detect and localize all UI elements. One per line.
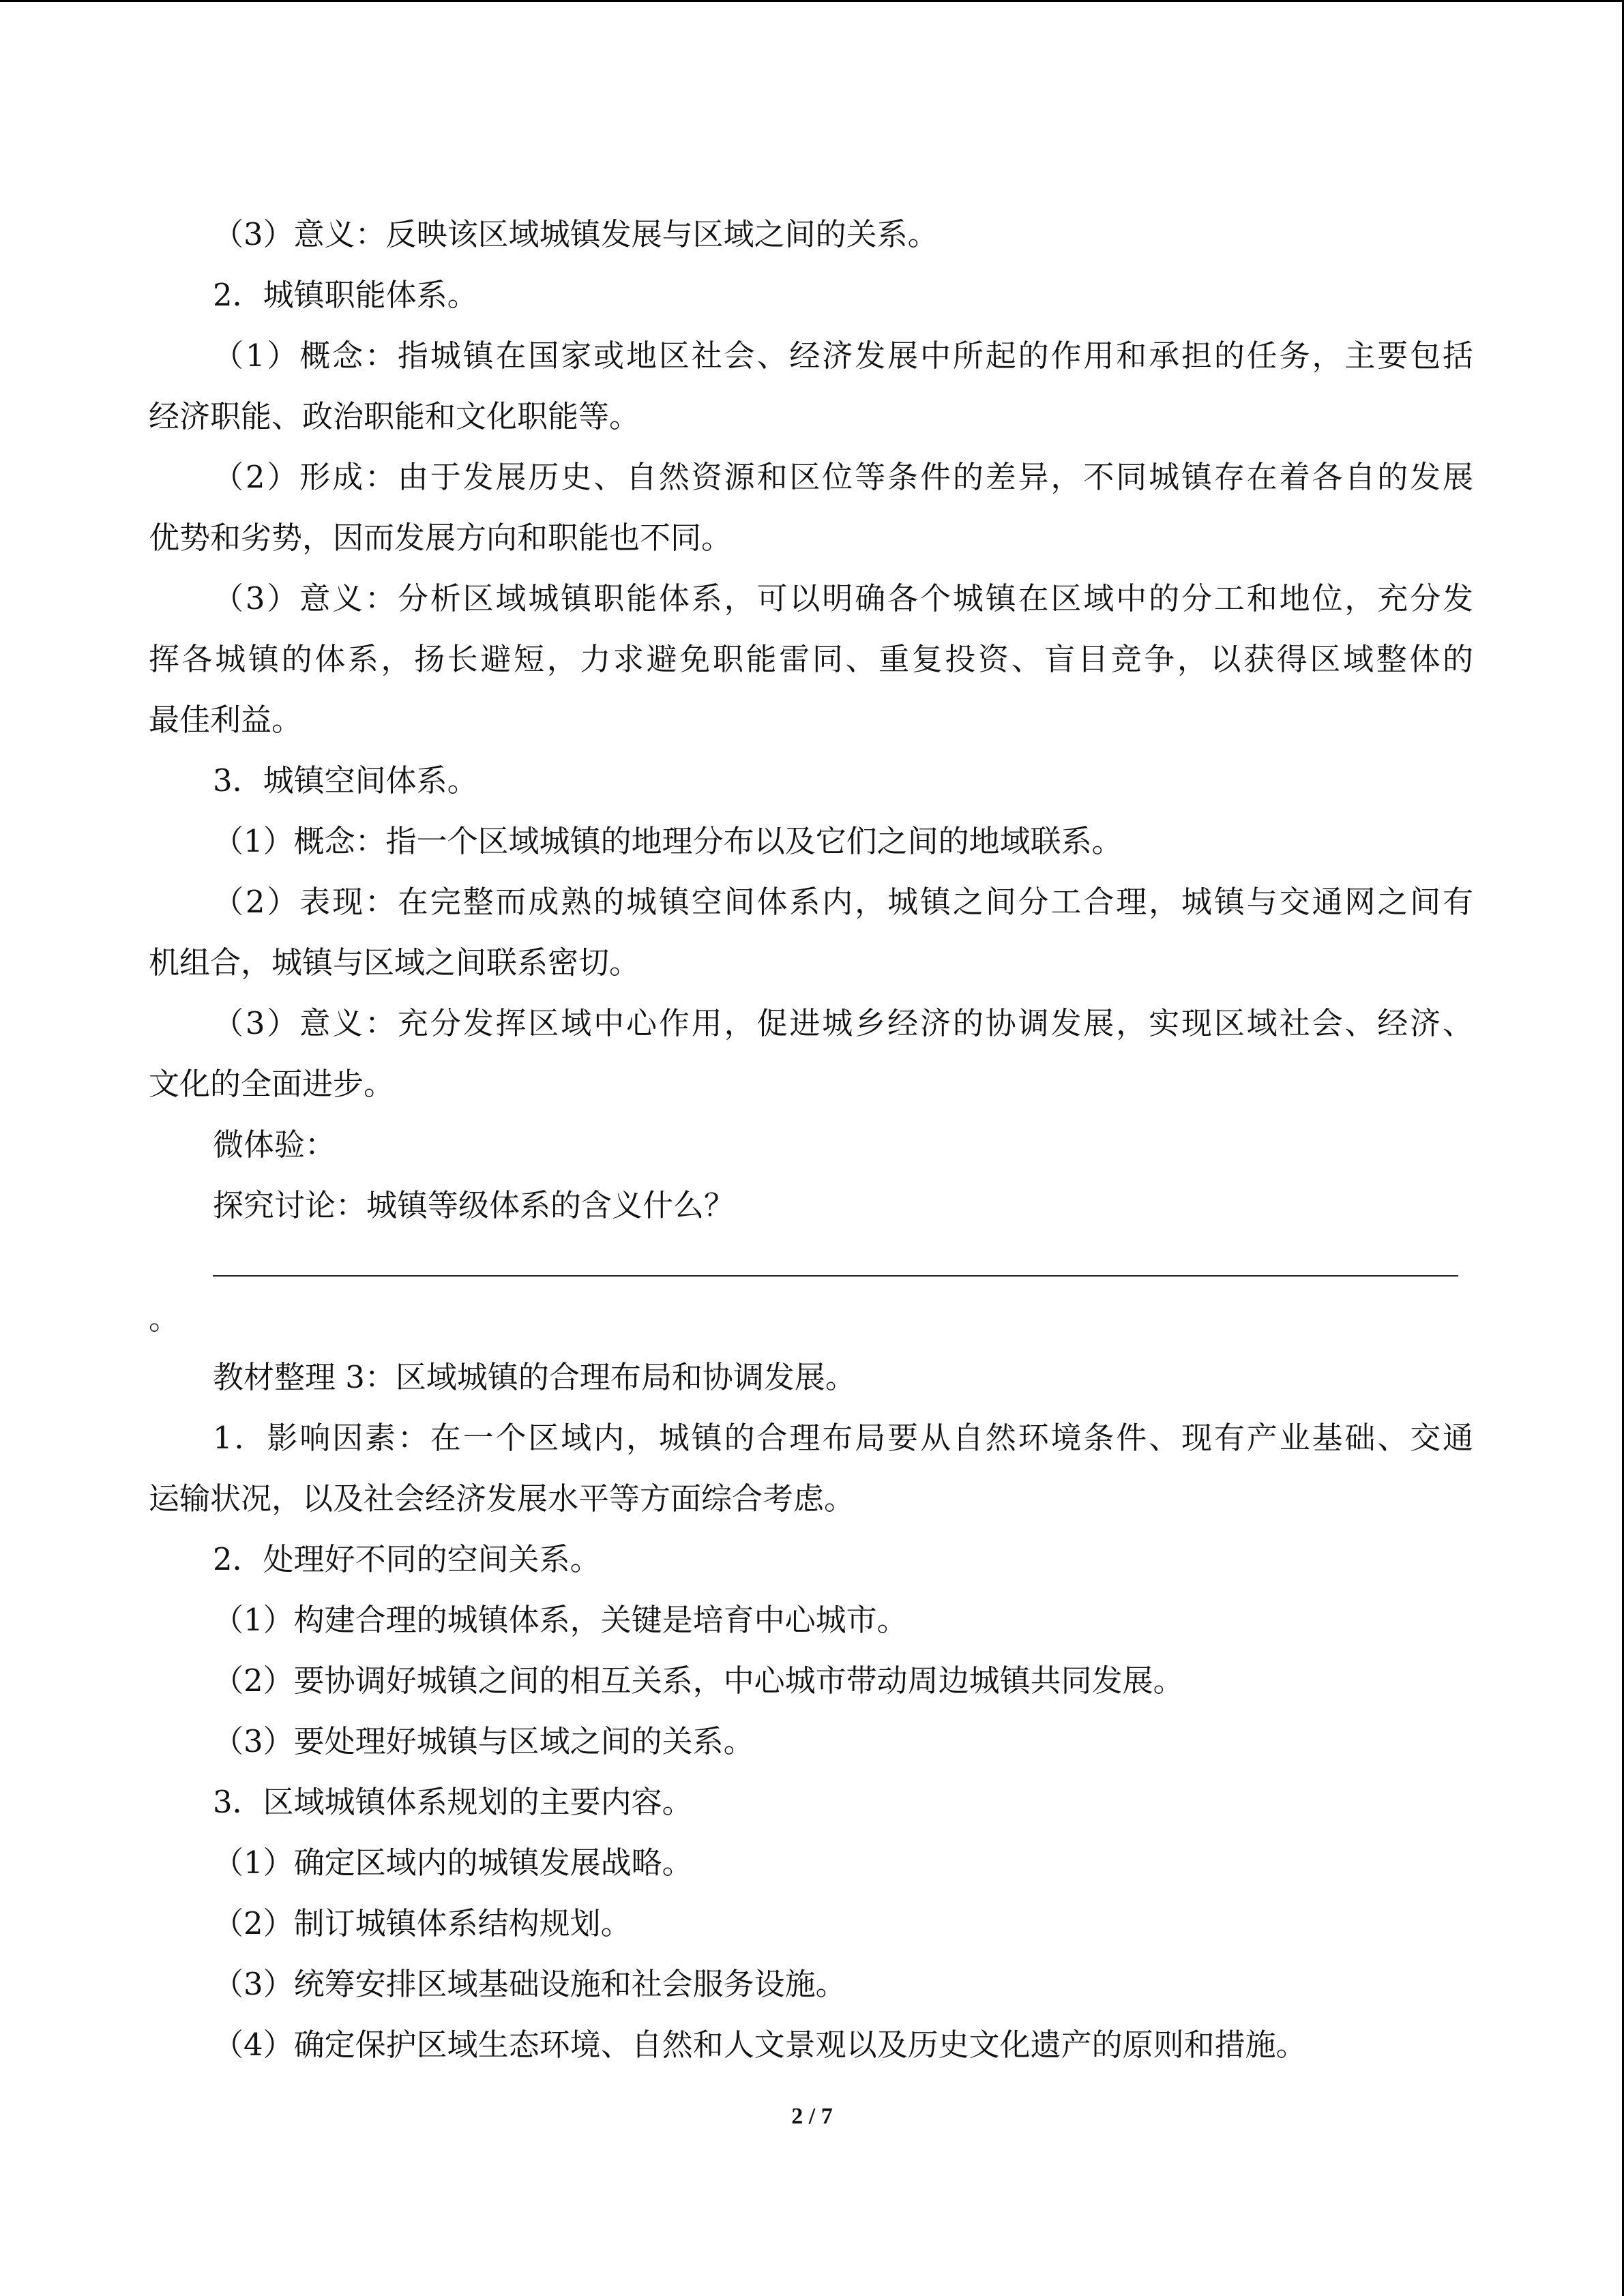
paragraph-line: 机组合，城镇与区域之间联系密切。 xyxy=(149,944,640,981)
section-heading: 微体验： xyxy=(213,1127,336,1163)
page-number: 2 / 7 xyxy=(791,2104,833,2129)
answer-blank-line xyxy=(213,1275,1458,1277)
section-heading: 教材整理 3：区域城镇的合理布局和协调发展。 xyxy=(213,1359,856,1395)
paragraph-line: （3）统筹安排区域基础设施和社会服务设施。 xyxy=(213,1966,846,2002)
paragraph-line: （1）构建合理的城镇体系，关键是培育中心城市。 xyxy=(213,1602,908,1638)
section-heading: 2．处理好不同的空间关系。 xyxy=(213,1541,601,1577)
paragraph-line: （1）确定区域内的城镇发展战略。 xyxy=(213,1845,693,1881)
section-heading: 2．城镇职能体系。 xyxy=(213,277,478,313)
paragraph-line: （3）意义：分析区域城镇职能体系，可以明确各个城镇在区域中的分工和地位，充分发 xyxy=(213,580,1473,616)
paragraph-line: 最佳利益。 xyxy=(149,702,303,738)
paragraph-line: （3）意义：反映该区域城镇发展与区域之间的关系。 xyxy=(213,216,939,252)
section-heading: 3．城镇空间体系。 xyxy=(213,762,478,799)
paragraph-line: 运输状况，以及社会经济发展水平等方面综合考虑。 xyxy=(149,1480,855,1517)
question-text: 探究讨论：城镇等级体系的含义什么？ xyxy=(213,1187,735,1223)
paragraph-line: （2）制订城镇体系结构规划。 xyxy=(213,1905,632,1941)
paragraph-line: 1．影响因素：在一个区域内，城镇的合理布局要从自然环境条件、现有产业基础、交通 xyxy=(213,1420,1473,1456)
paragraph-line: （2）表现：在完整而成熟的城镇空间体系内，城镇之间分工合理，城镇与交通网之间有 xyxy=(213,884,1473,920)
paragraph-line: （1）概念：指城镇在国家或地区社会、经济发展中所起的作用和承担的任务，主要包括 xyxy=(213,338,1473,374)
answer-end-mark: 。 xyxy=(149,1300,180,1337)
paragraph-line: （2）要协调好城镇之间的相互关系，中心城市带动周边城镇共同发展。 xyxy=(213,1663,1184,1699)
paragraph-line: （3）要处理好城镇与区域之间的关系。 xyxy=(213,1723,754,1759)
paragraph-line: 文化的全面进步。 xyxy=(149,1066,395,1102)
paragraph-line: 挥各城镇的体系，扬长避短，力求避免职能雷同、重复投资、盲目竞争，以获得区域整体的 xyxy=(149,641,1473,677)
paragraph-line: （4）确定保护区域生态环境、自然和人文景观以及历史文化遗产的原则和措施。 xyxy=(213,2027,1307,2063)
paragraph-line: （1）概念：指一个区域城镇的地理分布以及它们之间的地域联系。 xyxy=(213,823,1123,859)
paragraph-line: 经济职能、政治职能和文化职能等。 xyxy=(149,398,640,434)
paragraph-line: 优势和劣势，因而发展方向和职能也不同。 xyxy=(149,520,733,556)
section-heading: 3．区域城镇体系规划的主要内容。 xyxy=(213,1784,693,1820)
paragraph-line: （2）形成：由于发展历史、自然资源和区位等条件的差异，不同城镇存在着各自的发展 xyxy=(213,459,1473,495)
page-top-border xyxy=(0,0,1624,2)
paragraph-line: （3）意义：充分发挥区域中心作用，促进城乡经济的协调发展，实现区域社会、经济、 xyxy=(213,1005,1473,1041)
